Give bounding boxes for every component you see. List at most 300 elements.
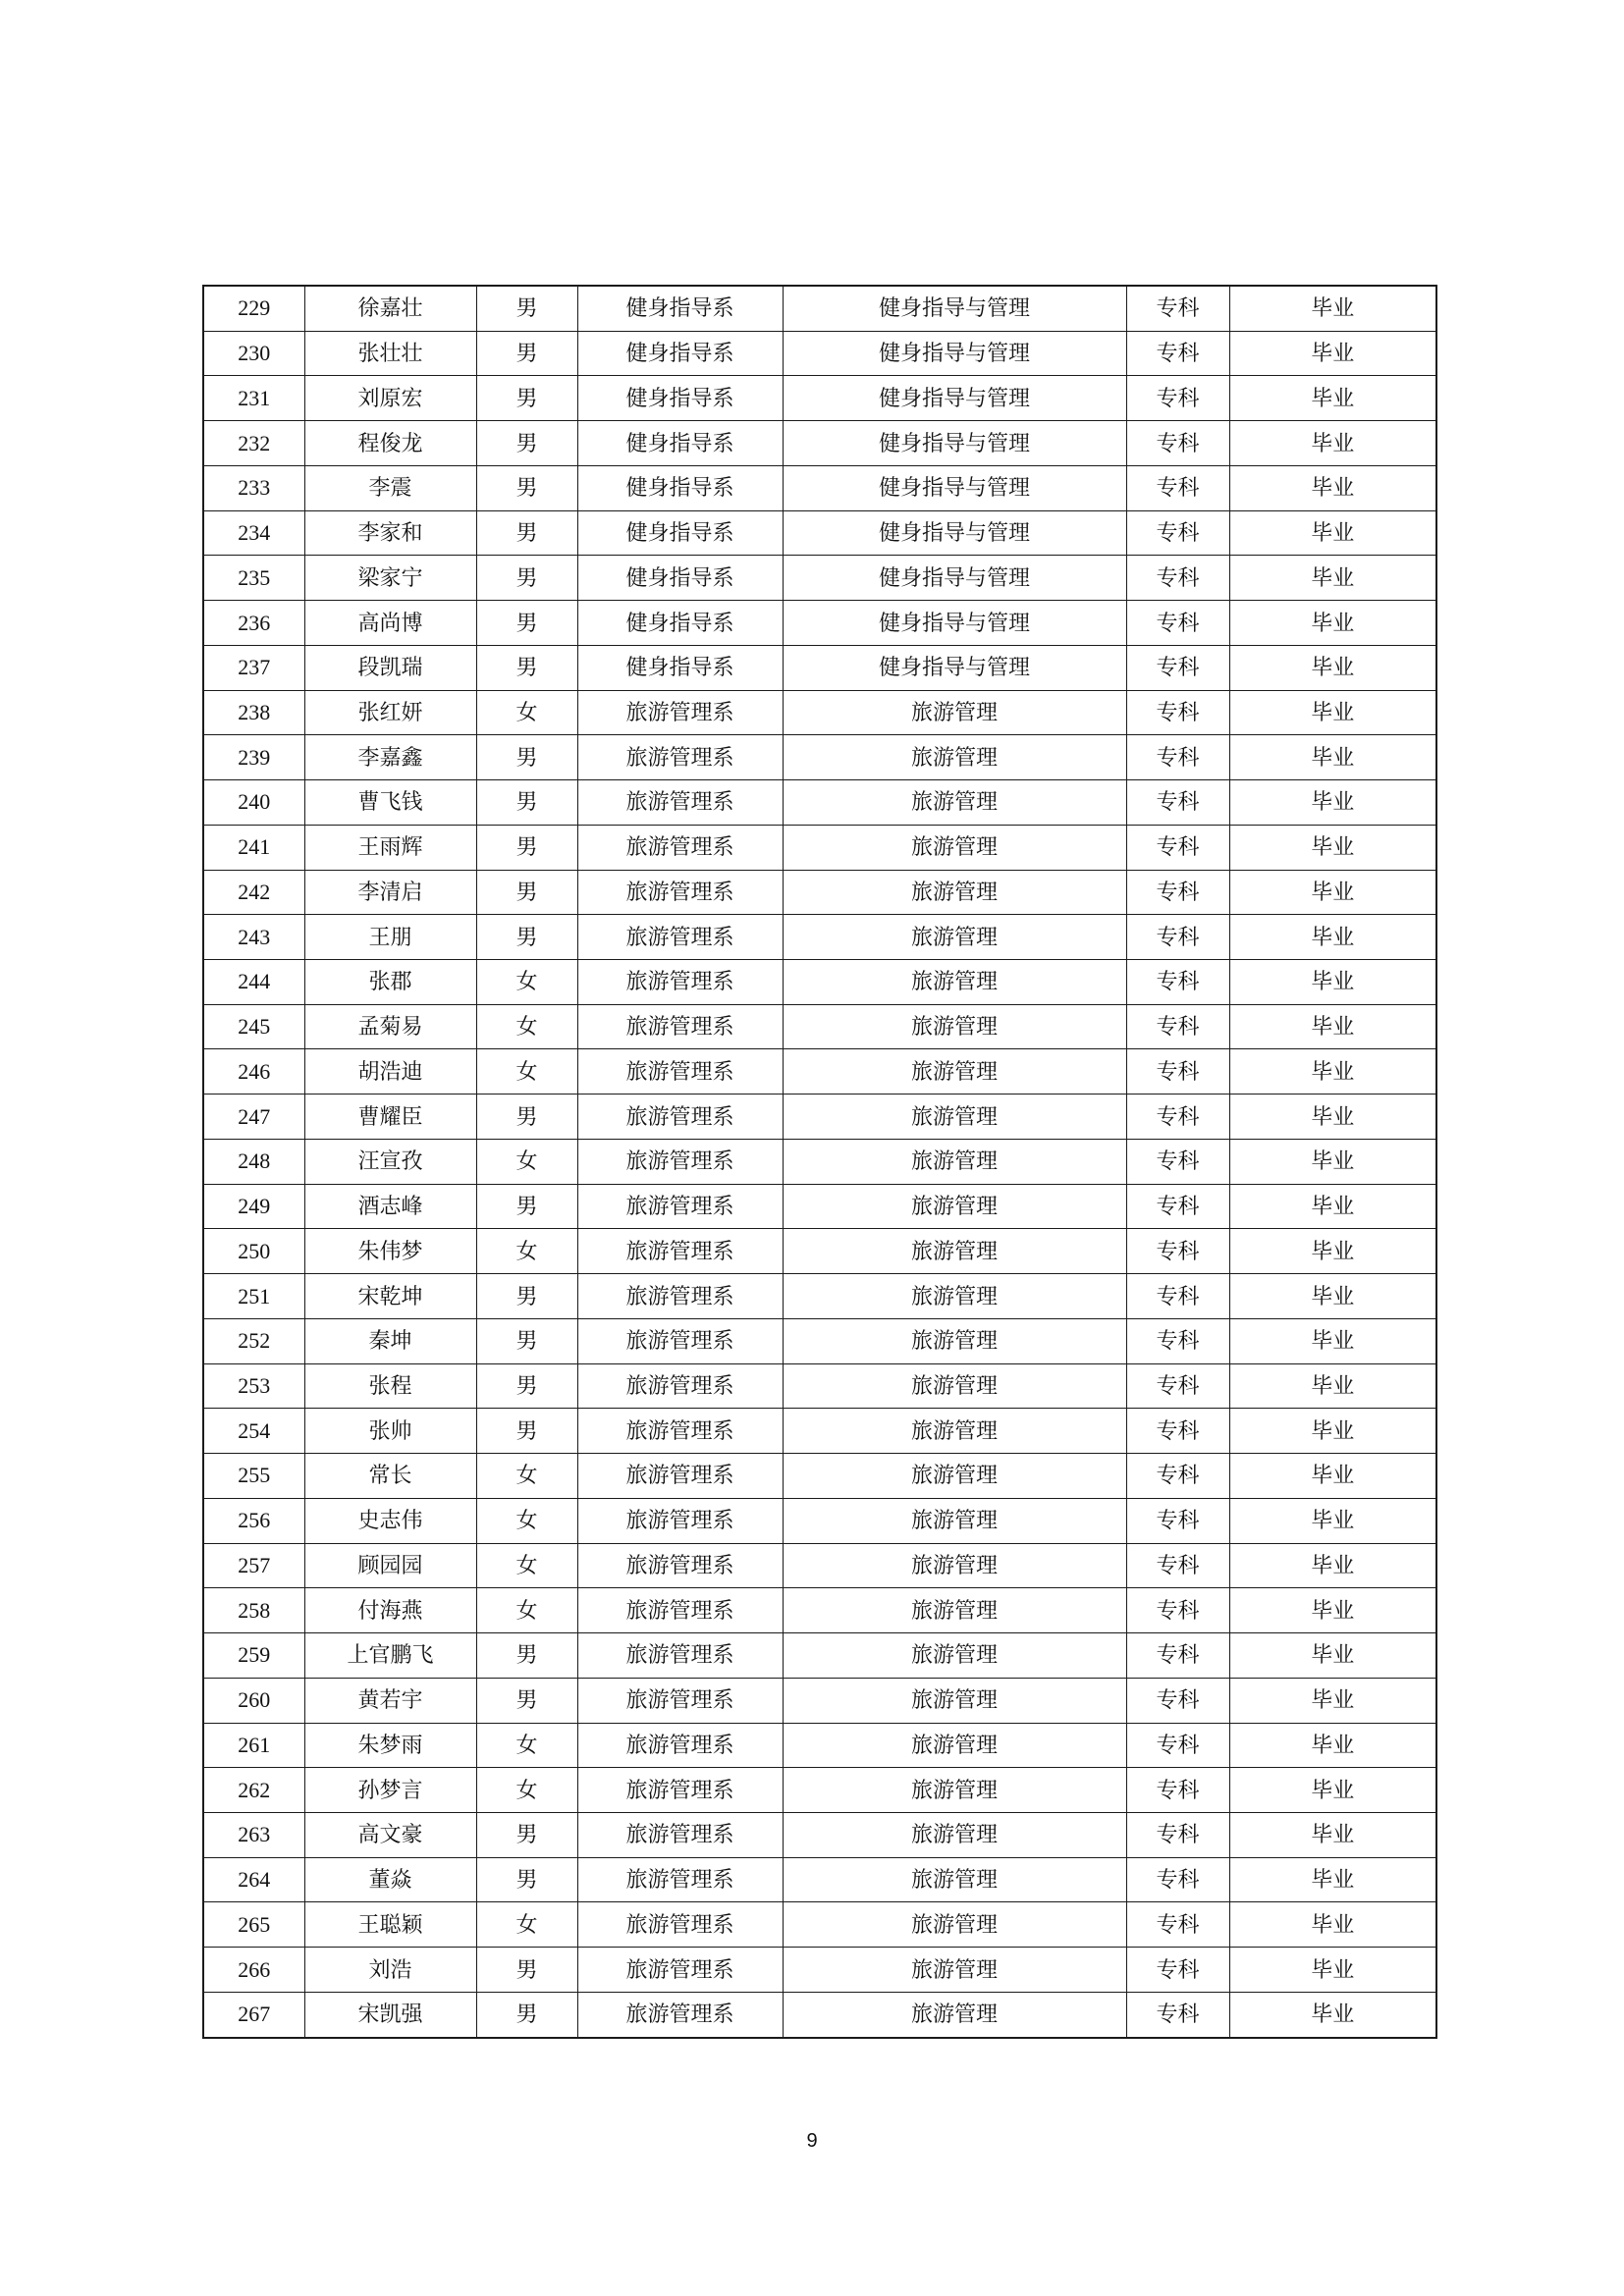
graduates-table [202, 285, 1437, 2039]
cell-name: 曹飞钱 [304, 780, 476, 826]
cell-index: 242 [203, 870, 304, 915]
cell-department: 旅游管理系 [577, 1857, 783, 1902]
cell-gender: 男 [476, 1318, 577, 1363]
cell-department: 旅游管理系 [577, 1229, 783, 1274]
cell-major: 旅游管理 [783, 1409, 1126, 1454]
cell-department: 旅游管理系 [577, 1454, 783, 1499]
cell-status: 毕业 [1229, 376, 1436, 421]
cell-level: 专科 [1126, 1274, 1229, 1319]
cell-gender: 男 [476, 1992, 577, 2037]
cell-level: 专科 [1126, 960, 1229, 1005]
cell-index: 265 [203, 1902, 304, 1948]
table-row [203, 1588, 1436, 1633]
cell-status: 毕业 [1229, 1768, 1436, 1813]
cell-level: 专科 [1126, 1543, 1229, 1588]
cell-level: 专科 [1126, 376, 1229, 421]
cell-level: 专科 [1126, 1318, 1229, 1363]
cell-name: 酒志峰 [304, 1184, 476, 1229]
cell-department: 旅游管理系 [577, 1948, 783, 1993]
cell-name: 上官鹏飞 [304, 1633, 476, 1679]
cell-major: 旅游管理 [783, 1723, 1126, 1768]
table-row [203, 780, 1436, 826]
cell-gender: 女 [476, 1768, 577, 1813]
cell-name: 徐嘉壮 [304, 286, 476, 331]
cell-major: 健身指导与管理 [783, 376, 1126, 421]
cell-index: 249 [203, 1184, 304, 1229]
cell-gender: 男 [476, 510, 577, 556]
cell-department: 旅游管理系 [577, 690, 783, 735]
cell-gender: 女 [476, 1004, 577, 1049]
cell-status: 毕业 [1229, 1992, 1436, 2037]
cell-status: 毕业 [1229, 825, 1436, 870]
cell-department: 旅游管理系 [577, 1409, 783, 1454]
cell-name: 顾园园 [304, 1543, 476, 1588]
cell-major: 健身指导与管理 [783, 331, 1126, 376]
table-row [203, 286, 1436, 331]
cell-level: 专科 [1126, 1948, 1229, 1993]
cell-department: 旅游管理系 [577, 1723, 783, 1768]
cell-name: 高尚博 [304, 601, 476, 646]
cell-major: 旅游管理 [783, 1095, 1126, 1140]
cell-major: 健身指导与管理 [783, 421, 1126, 466]
cell-status: 毕业 [1229, 1498, 1436, 1543]
cell-gender: 男 [476, 601, 577, 646]
cell-gender: 男 [476, 1633, 577, 1679]
cell-gender: 男 [476, 331, 577, 376]
cell-name: 张红妍 [304, 690, 476, 735]
cell-status: 毕业 [1229, 1633, 1436, 1679]
cell-level: 专科 [1126, 1678, 1229, 1723]
cell-gender: 男 [476, 1409, 577, 1454]
cell-major: 旅游管理 [783, 1768, 1126, 1813]
cell-gender: 男 [476, 1363, 577, 1409]
cell-index: 251 [203, 1274, 304, 1319]
cell-level: 专科 [1126, 1588, 1229, 1633]
cell-gender: 男 [476, 1948, 577, 1993]
cell-index: 231 [203, 376, 304, 421]
table-row [203, 421, 1436, 466]
cell-department: 健身指导系 [577, 331, 783, 376]
cell-department: 健身指导系 [577, 421, 783, 466]
cell-status: 毕业 [1229, 1948, 1436, 1993]
cell-status: 毕业 [1229, 1902, 1436, 1948]
cell-major: 旅游管理 [783, 1588, 1126, 1633]
table-row [203, 915, 1436, 960]
cell-department: 旅游管理系 [577, 1768, 783, 1813]
table-row [203, 465, 1436, 510]
cell-department: 旅游管理系 [577, 1363, 783, 1409]
cell-status: 毕业 [1229, 1363, 1436, 1409]
cell-index: 250 [203, 1229, 304, 1274]
cell-name: 李家和 [304, 510, 476, 556]
table-row [203, 1678, 1436, 1723]
cell-level: 专科 [1126, 825, 1229, 870]
cell-status: 毕业 [1229, 510, 1436, 556]
cell-level: 专科 [1126, 1723, 1229, 1768]
cell-name: 张郡 [304, 960, 476, 1005]
cell-major: 旅游管理 [783, 1363, 1126, 1409]
cell-major: 旅游管理 [783, 1274, 1126, 1319]
cell-major: 旅游管理 [783, 1454, 1126, 1499]
table-row [203, 1948, 1436, 1993]
table-row [203, 376, 1436, 421]
cell-name: 黄若宇 [304, 1678, 476, 1723]
cell-level: 专科 [1126, 1184, 1229, 1229]
cell-major: 健身指导与管理 [783, 645, 1126, 690]
cell-name: 程俊龙 [304, 421, 476, 466]
cell-status: 毕业 [1229, 465, 1436, 510]
cell-department: 健身指导系 [577, 556, 783, 601]
cell-gender: 男 [476, 1812, 577, 1857]
table-row [203, 510, 1436, 556]
cell-name: 张壮壮 [304, 331, 476, 376]
cell-department: 旅游管理系 [577, 1318, 783, 1363]
cell-name: 董焱 [304, 1857, 476, 1902]
table-row [203, 1454, 1436, 1499]
cell-major: 旅游管理 [783, 915, 1126, 960]
cell-name: 宋凯强 [304, 1992, 476, 2037]
cell-department: 旅游管理系 [577, 780, 783, 826]
cell-department: 旅游管理系 [577, 1588, 783, 1633]
cell-index: 260 [203, 1678, 304, 1723]
cell-level: 专科 [1126, 421, 1229, 466]
cell-name: 付海燕 [304, 1588, 476, 1633]
cell-level: 专科 [1126, 286, 1229, 331]
table-row [203, 1498, 1436, 1543]
cell-level: 专科 [1126, 1004, 1229, 1049]
cell-major: 旅游管理 [783, 1498, 1126, 1543]
cell-level: 专科 [1126, 1812, 1229, 1857]
cell-level: 专科 [1126, 1857, 1229, 1902]
cell-status: 毕业 [1229, 960, 1436, 1005]
cell-level: 专科 [1126, 601, 1229, 646]
cell-name: 刘原宏 [304, 376, 476, 421]
cell-gender: 女 [476, 1543, 577, 1588]
table-row [203, 1139, 1436, 1184]
cell-status: 毕业 [1229, 1678, 1436, 1723]
cell-department: 旅游管理系 [577, 1095, 783, 1140]
table-row [203, 960, 1436, 1005]
cell-gender: 男 [476, 421, 577, 466]
cell-major: 旅游管理 [783, 960, 1126, 1005]
cell-index: 241 [203, 825, 304, 870]
table-row [203, 1049, 1436, 1095]
cell-gender: 男 [476, 780, 577, 826]
cell-major: 旅游管理 [783, 1633, 1126, 1679]
cell-status: 毕业 [1229, 1139, 1436, 1184]
cell-major: 旅游管理 [783, 780, 1126, 826]
cell-level: 专科 [1126, 1095, 1229, 1140]
cell-name: 王朋 [304, 915, 476, 960]
cell-name: 史志伟 [304, 1498, 476, 1543]
cell-department: 旅游管理系 [577, 1902, 783, 1948]
cell-department: 旅游管理系 [577, 1274, 783, 1319]
page-number: 9 [806, 2130, 818, 2152]
cell-major: 旅游管理 [783, 825, 1126, 870]
student-table-body [203, 286, 1436, 2038]
cell-major: 旅游管理 [783, 735, 1126, 780]
cell-index: 259 [203, 1633, 304, 1679]
cell-name: 王聪颖 [304, 1902, 476, 1948]
cell-gender: 男 [476, 1184, 577, 1229]
cell-index: 263 [203, 1812, 304, 1857]
cell-gender: 女 [476, 1229, 577, 1274]
cell-department: 旅游管理系 [577, 1184, 783, 1229]
cell-name: 王雨辉 [304, 825, 476, 870]
cell-department: 旅游管理系 [577, 825, 783, 870]
cell-index: 237 [203, 645, 304, 690]
cell-major: 旅游管理 [783, 1229, 1126, 1274]
table-row [203, 1095, 1436, 1140]
cell-status: 毕业 [1229, 1588, 1436, 1633]
cell-name: 孟菊易 [304, 1004, 476, 1049]
cell-gender: 男 [476, 465, 577, 510]
cell-status: 毕业 [1229, 690, 1436, 735]
cell-status: 毕业 [1229, 1318, 1436, 1363]
cell-name: 朱梦雨 [304, 1723, 476, 1768]
cell-major: 健身指导与管理 [783, 556, 1126, 601]
table-row [203, 601, 1436, 646]
cell-major: 旅游管理 [783, 1004, 1126, 1049]
cell-name: 刘浩 [304, 1948, 476, 1993]
cell-name: 汪宣孜 [304, 1139, 476, 1184]
cell-status: 毕业 [1229, 1543, 1436, 1588]
cell-major: 旅游管理 [783, 690, 1126, 735]
cell-status: 毕业 [1229, 1857, 1436, 1902]
table-row [203, 870, 1436, 915]
cell-gender: 男 [476, 556, 577, 601]
cell-gender: 女 [476, 1588, 577, 1633]
cell-level: 专科 [1126, 780, 1229, 826]
table-row [203, 825, 1436, 870]
cell-level: 专科 [1126, 735, 1229, 780]
cell-level: 专科 [1126, 1229, 1229, 1274]
cell-level: 专科 [1126, 690, 1229, 735]
cell-gender: 男 [476, 1678, 577, 1723]
cell-level: 专科 [1126, 915, 1229, 960]
cell-department: 健身指导系 [577, 601, 783, 646]
cell-status: 毕业 [1229, 1184, 1436, 1229]
cell-index: 245 [203, 1004, 304, 1049]
cell-index: 230 [203, 331, 304, 376]
cell-department: 旅游管理系 [577, 1139, 783, 1184]
table-row [203, 645, 1436, 690]
cell-level: 专科 [1126, 1768, 1229, 1813]
table-row [203, 1543, 1436, 1588]
cell-major: 健身指导与管理 [783, 601, 1126, 646]
cell-major: 健身指导与管理 [783, 510, 1126, 556]
cell-gender: 男 [476, 286, 577, 331]
cell-gender: 女 [476, 1723, 577, 1768]
cell-index: 258 [203, 1588, 304, 1633]
cell-level: 专科 [1126, 1139, 1229, 1184]
table-row [203, 1633, 1436, 1679]
table-row [203, 1004, 1436, 1049]
cell-level: 专科 [1126, 556, 1229, 601]
cell-gender: 女 [476, 1049, 577, 1095]
cell-department: 健身指导系 [577, 645, 783, 690]
cell-gender: 女 [476, 1498, 577, 1543]
table-row [203, 1902, 1436, 1948]
table-row [203, 1857, 1436, 1902]
cell-department: 旅游管理系 [577, 1004, 783, 1049]
table-row [203, 1409, 1436, 1454]
cell-status: 毕业 [1229, 421, 1436, 466]
cell-index: 243 [203, 915, 304, 960]
cell-status: 毕业 [1229, 1095, 1436, 1140]
cell-index: 261 [203, 1723, 304, 1768]
cell-level: 专科 [1126, 645, 1229, 690]
cell-gender: 女 [476, 1454, 577, 1499]
cell-index: 236 [203, 601, 304, 646]
cell-name: 张帅 [304, 1409, 476, 1454]
cell-status: 毕业 [1229, 780, 1436, 826]
table-row [203, 1363, 1436, 1409]
cell-gender: 男 [476, 1274, 577, 1319]
cell-index: 246 [203, 1049, 304, 1095]
cell-index: 262 [203, 1768, 304, 1813]
cell-index: 256 [203, 1498, 304, 1543]
cell-name: 孙梦言 [304, 1768, 476, 1813]
cell-name: 段凯瑞 [304, 645, 476, 690]
cell-department: 旅游管理系 [577, 1812, 783, 1857]
cell-index: 235 [203, 556, 304, 601]
cell-index: 238 [203, 690, 304, 735]
cell-gender: 男 [476, 735, 577, 780]
cell-department: 旅游管理系 [577, 1678, 783, 1723]
cell-name: 张程 [304, 1363, 476, 1409]
cell-status: 毕业 [1229, 1004, 1436, 1049]
cell-name: 李嘉鑫 [304, 735, 476, 780]
table-row [203, 1992, 1436, 2037]
cell-level: 专科 [1126, 1363, 1229, 1409]
cell-name: 朱伟梦 [304, 1229, 476, 1274]
cell-department: 旅游管理系 [577, 1633, 783, 1679]
cell-name: 宋乾坤 [304, 1274, 476, 1319]
cell-department: 旅游管理系 [577, 870, 783, 915]
cell-status: 毕业 [1229, 1409, 1436, 1454]
table-row [203, 690, 1436, 735]
cell-major: 健身指导与管理 [783, 465, 1126, 510]
cell-gender: 男 [476, 825, 577, 870]
cell-index: 266 [203, 1948, 304, 1993]
cell-status: 毕业 [1229, 1812, 1436, 1857]
cell-level: 专科 [1126, 1992, 1229, 2037]
cell-status: 毕业 [1229, 645, 1436, 690]
cell-level: 专科 [1126, 1049, 1229, 1095]
cell-index: 253 [203, 1363, 304, 1409]
table-row [203, 1768, 1436, 1813]
cell-status: 毕业 [1229, 556, 1436, 601]
cell-gender: 男 [476, 1857, 577, 1902]
table-row [203, 1318, 1436, 1363]
cell-name: 胡浩迪 [304, 1049, 476, 1095]
cell-department: 旅游管理系 [577, 915, 783, 960]
cell-gender: 女 [476, 1139, 577, 1184]
cell-major: 旅游管理 [783, 1992, 1126, 2037]
cell-level: 专科 [1126, 1498, 1229, 1543]
cell-major: 旅游管理 [783, 1543, 1126, 1588]
cell-index: 267 [203, 1992, 304, 2037]
cell-index: 234 [203, 510, 304, 556]
cell-name: 常长 [304, 1454, 476, 1499]
cell-major: 旅游管理 [783, 1812, 1126, 1857]
cell-major: 旅游管理 [783, 1948, 1126, 1993]
cell-name: 梁家宁 [304, 556, 476, 601]
cell-gender: 男 [476, 645, 577, 690]
cell-index: 240 [203, 780, 304, 826]
cell-department: 旅游管理系 [577, 1543, 783, 1588]
cell-index: 257 [203, 1543, 304, 1588]
cell-department: 旅游管理系 [577, 1992, 783, 2037]
table-row [203, 331, 1436, 376]
cell-name: 高文豪 [304, 1812, 476, 1857]
cell-gender: 男 [476, 870, 577, 915]
cell-index: 239 [203, 735, 304, 780]
cell-major: 旅游管理 [783, 1318, 1126, 1363]
cell-level: 专科 [1126, 1454, 1229, 1499]
cell-level: 专科 [1126, 465, 1229, 510]
cell-index: 247 [203, 1095, 304, 1140]
cell-gender: 男 [476, 915, 577, 960]
cell-name: 李震 [304, 465, 476, 510]
cell-major: 旅游管理 [783, 1902, 1126, 1948]
cell-department: 健身指导系 [577, 465, 783, 510]
cell-level: 专科 [1126, 870, 1229, 915]
cell-status: 毕业 [1229, 1229, 1436, 1274]
cell-level: 专科 [1126, 1633, 1229, 1679]
cell-index: 255 [203, 1454, 304, 1499]
table-row [203, 1274, 1436, 1319]
cell-status: 毕业 [1229, 601, 1436, 646]
cell-status: 毕业 [1229, 915, 1436, 960]
cell-status: 毕业 [1229, 1049, 1436, 1095]
table-row [203, 1229, 1436, 1274]
cell-index: 264 [203, 1857, 304, 1902]
table-row [203, 1184, 1436, 1229]
cell-level: 专科 [1126, 1409, 1229, 1454]
cell-department: 健身指导系 [577, 376, 783, 421]
cell-major: 旅游管理 [783, 1678, 1126, 1723]
cell-gender: 女 [476, 1902, 577, 1948]
cell-status: 毕业 [1229, 1274, 1436, 1319]
cell-department: 旅游管理系 [577, 960, 783, 1005]
cell-index: 254 [203, 1409, 304, 1454]
cell-major: 旅游管理 [783, 870, 1126, 915]
cell-index: 232 [203, 421, 304, 466]
cell-index: 229 [203, 286, 304, 331]
cell-index: 252 [203, 1318, 304, 1363]
cell-gender: 男 [476, 376, 577, 421]
cell-department: 健身指导系 [577, 510, 783, 556]
cell-department: 旅游管理系 [577, 1498, 783, 1543]
cell-status: 毕业 [1229, 1454, 1436, 1499]
cell-major: 旅游管理 [783, 1139, 1126, 1184]
cell-department: 旅游管理系 [577, 1049, 783, 1095]
cell-level: 专科 [1126, 510, 1229, 556]
cell-major: 旅游管理 [783, 1184, 1126, 1229]
cell-index: 233 [203, 465, 304, 510]
cell-status: 毕业 [1229, 1723, 1436, 1768]
cell-name: 曹耀臣 [304, 1095, 476, 1140]
cell-major: 健身指导与管理 [783, 286, 1126, 331]
cell-index: 248 [203, 1139, 304, 1184]
cell-major: 旅游管理 [783, 1857, 1126, 1902]
cell-gender: 女 [476, 690, 577, 735]
cell-name: 秦坤 [304, 1318, 476, 1363]
cell-gender: 女 [476, 960, 577, 1005]
cell-level: 专科 [1126, 331, 1229, 376]
